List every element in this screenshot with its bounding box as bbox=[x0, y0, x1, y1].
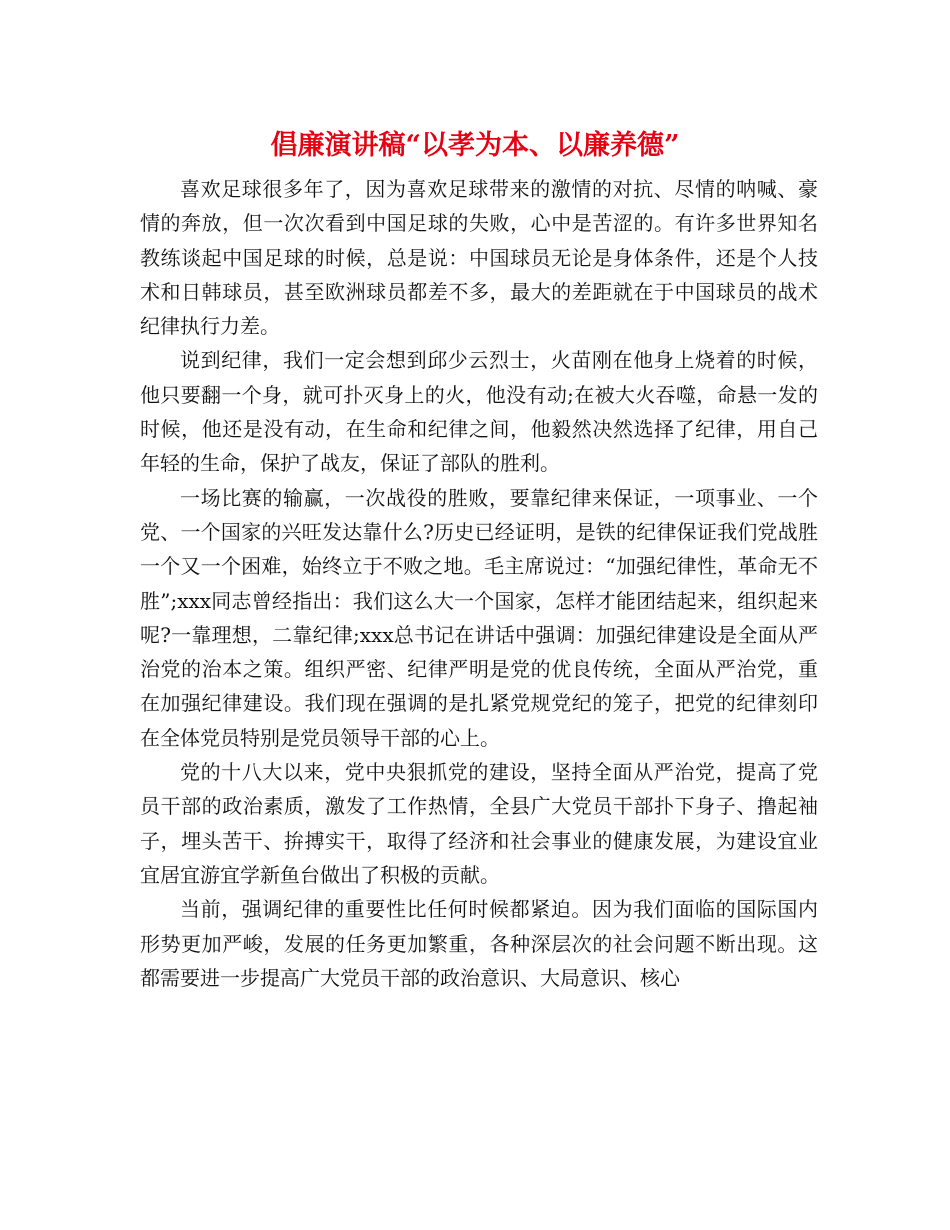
paragraph-3: 一场比赛的输赢，一次战役的胜败，要靠纪律来保证，一项事业、一个党、一个国家的兴旺发达靠什么?历史已经证明，是铁的纪律保证我们党战胜一个又一个困难，始终立于不败之地。毛主席说过：“加强纪律性，革命无不胜”;xxx同志曾经指出：我们这么大一个国家，怎样才能团结起来，组织起来呢?一靠理想，二靠纪律;xxx总书记在讲话中强调：加强纪律建设是全面从严治党的治本之策。组织严密、纪律严明是党的优良传统，全面从严治党，重在加强纪律建设。我们现在强调的是扎紧党规党纪的笼子，把党的纪律刻印在全体党员特别是党员领导干部的心上。 bbox=[140, 485, 818, 750]
paragraph-4: 党的十八大以来，党中央狠抓党的建设，坚持全面从严治党，提高了党员干部的政治素质，激发了工作热情，全县广大党员干部扑下身子、撸起袖子，埋头苦干、拚搏实干，取得了经济和社会事业的健康发展，为建设宜业宜居宜游宜学新鱼台做出了积极的贡献。 bbox=[140, 760, 818, 887]
document-body bbox=[140, 172, 818, 995]
paragraph-5: 当前，强调纪律的重要性比任何时候都紧迫。因为我们面临的国际国内形势更加严峻，发展的任务更加繁重，各种深层次的社会问题不断出现。这都需要进一步提高广大党员干部的政治意识、大局意识、核心 bbox=[140, 897, 818, 990]
document-title: 倡廉演讲稿“以孝为本、以廉养德” bbox=[270, 130, 680, 161]
paragraph-2: 说到纪律，我们一定会想到邱少云烈士，火苗刚在他身上烧着的时候，他只要翻一个身，就可扑灭身上的火，他没有动;在被大火吞噬，命悬一发的时候，他还是没有动，在生命和纪律之间，他毅然决然选择了纪律，用自己年轻的生命，保护了战友，保证了部队的胜利。 bbox=[140, 348, 818, 476]
paragraph-1: 喜欢足球很多年了，因为喜欢足球带来的激情的对抗、尽情的呐喊、豪情的奔放，但一次次看到中国足球的失败，心中是苦涩的。有许多世界知名教练谈起中国足球的时候，总是说：中国球员无论是身体条件，还是个人技术和日韩球员，甚至欧洲球员都差不多，最大的差距就在于中国球员的战术纪律执行力差。 bbox=[140, 177, 818, 339]
